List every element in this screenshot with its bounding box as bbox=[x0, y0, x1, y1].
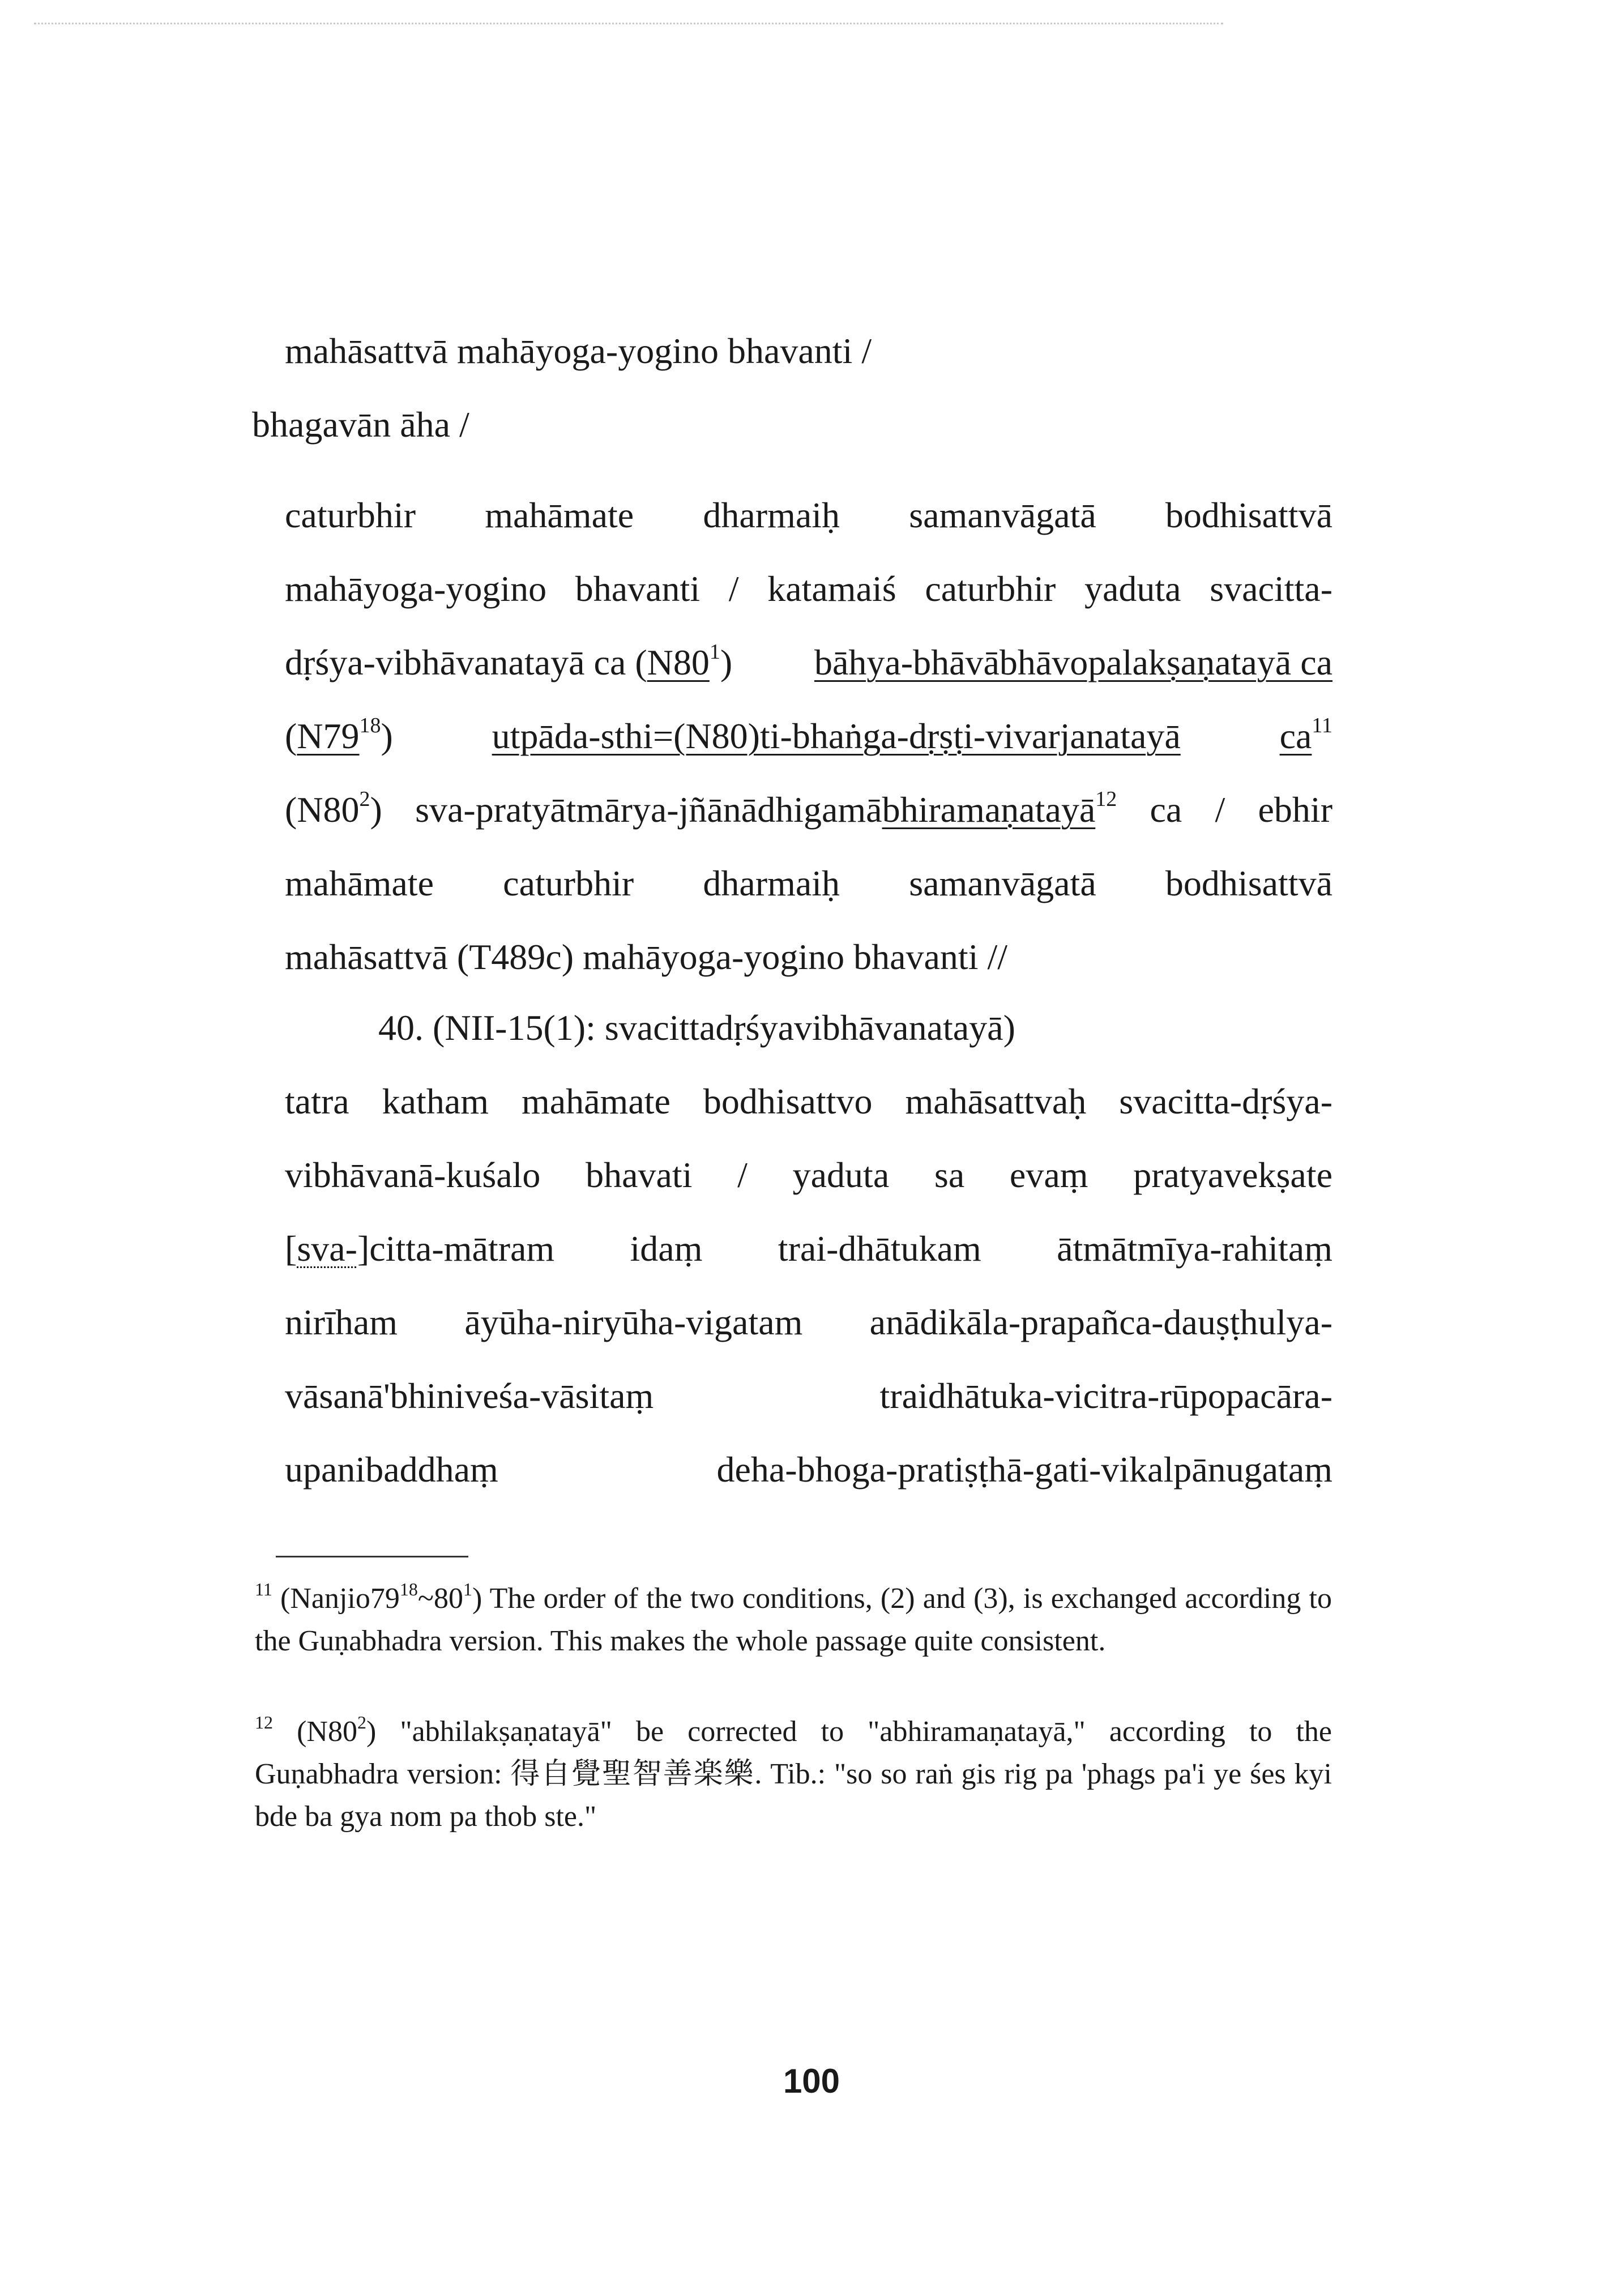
word: bodhisattvā bbox=[1165, 495, 1332, 535]
word: caturbhir bbox=[285, 495, 416, 535]
word: vāsanā'bhiniveśa-vāsitaṃ bbox=[285, 1376, 654, 1416]
footnote-number: 12 bbox=[255, 1712, 273, 1732]
text-line-15 bbox=[285, 1373, 1332, 1419]
text-line-8 bbox=[285, 861, 1332, 906]
text-line-13 bbox=[285, 1226, 1332, 1271]
word: samanvāgatā bbox=[909, 495, 1096, 535]
word: sa bbox=[934, 1155, 965, 1195]
section-heading: 40. (NII-15(1): svacittadṛśyavibhāvanatayā) bbox=[378, 1008, 1015, 1048]
text-line-16 bbox=[285, 1447, 1332, 1492]
word: dharmaiḥ bbox=[703, 495, 840, 535]
text-line-7: $(N80^2)$ sva-pratyātmārya-jñānādhigamābhiramaṇatayā$^{12}$ ca / ebhir bbox=[285, 787, 1332, 830]
word: ātmātmīya-rahitaṃ bbox=[1057, 1228, 1332, 1269]
text-line-6 bbox=[285, 714, 1332, 759]
footnote-ref-11: 11 bbox=[1312, 714, 1332, 737]
underlined-phrase: utpāda-sthi=(N80)ti-bhaṅga-dṛṣṭi-vivarjanatayā bbox=[492, 716, 1181, 756]
word: trai-dhātukam bbox=[778, 1228, 981, 1269]
word: pratyavekṣate bbox=[1133, 1155, 1332, 1195]
word: mahāmate bbox=[485, 495, 634, 535]
word: upanibaddhaṃ bbox=[285, 1449, 498, 1490]
footnote-12: $^{12}$ (N80$^2$) "abhilakṣaṇatayā" be corrected to "abhiramaṇatayā," according to the Guṇabhadra version: 得自覺聖智善楽樂. Tib.: "so so raṅ gis rig pa 'phags pa'i ye śes kyi bde ba gya nom pa thob ste." bbox=[255, 1712, 1332, 1833]
line-13-start: [sva-]citta-mātram bbox=[285, 1228, 555, 1269]
word: yaduta bbox=[792, 1155, 890, 1195]
underlined-phrase: bhiramaṇatayā bbox=[882, 789, 1096, 830]
word: traidhātuka-vicitra-rūpopacāra- bbox=[879, 1376, 1332, 1416]
footnote-separator bbox=[276, 1556, 468, 1557]
scan-artifact-line bbox=[34, 23, 1223, 24]
text-line-9: mahāsattvā (T489c) mahāyoga-yogino bhavanti // bbox=[285, 937, 1008, 977]
line-5-start: dṛśya-vibhāvanatayā ca $(N80^1)$ bbox=[285, 640, 733, 682]
footnote-number: 11 bbox=[255, 1579, 272, 1599]
word: vibhāvanā-kuśalo bbox=[285, 1155, 541, 1195]
word: deha-bhoga-pratiṣṭhā-gati-vikalpānugataṃ bbox=[716, 1449, 1332, 1490]
page-number: 100 bbox=[783, 2062, 840, 2100]
ref-n80: N80 bbox=[647, 642, 710, 682]
footnote-11: $^{11}$ (Nanjio79$^{18}$~80$^1$) The order of the two conditions, (2) and (3), is exchanged according to the Guṇabhadra version. This makes the whole passage quite consistent. bbox=[255, 1579, 1332, 1657]
text-line-14: nirīham āyūha-niryūha-vigatam anādikāla-prapañca-dauṣṭhulya- bbox=[285, 1302, 1332, 1342]
text-line-2: bhagavān āha / bbox=[252, 404, 469, 445]
word: samanvāgatā bbox=[909, 863, 1096, 903]
word: / bbox=[737, 1155, 748, 1195]
word: bodhisattvā bbox=[1165, 863, 1332, 903]
text-line-3 bbox=[285, 493, 1332, 538]
underlined-phrase: bāhya-bhāvābhāvopalakṣaṇatayā ca bbox=[814, 642, 1332, 682]
text-line-1: mahāsattvā mahāyoga-yogino bhavanti / bbox=[285, 331, 872, 371]
text-line-12 bbox=[285, 1153, 1332, 1198]
line-6-end: $ca^{11}$ bbox=[1279, 714, 1332, 756]
text-line-4: mahāyoga-yogino bhavanti / katamaiś caturbhir yaduta svacitta- bbox=[285, 569, 1332, 609]
text-line-11: tatra katham mahāmate bodhisattvo mahāsattvaḥ svacitta-dṛśya- bbox=[285, 1081, 1332, 1121]
dotted-underlined-text: sva- bbox=[297, 1228, 357, 1269]
footnote-ref-12: 12 bbox=[1095, 787, 1117, 811]
word: idaṃ bbox=[630, 1228, 703, 1269]
text-line-5 bbox=[285, 640, 1332, 685]
word: caturbhir bbox=[503, 863, 634, 903]
word: evaṃ bbox=[1009, 1155, 1088, 1195]
line-6-ref: $(N79^{18})$ bbox=[285, 714, 393, 756]
word: dharmaiḥ bbox=[703, 863, 840, 903]
word: mahāmate bbox=[285, 863, 434, 903]
word: bhavati bbox=[586, 1155, 693, 1195]
